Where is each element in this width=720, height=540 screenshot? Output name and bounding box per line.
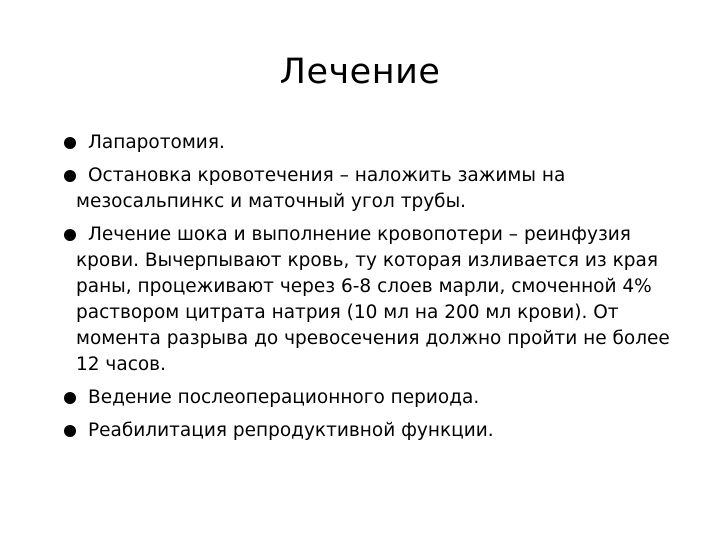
list-item	[34, 130, 694, 156]
bullet-icon	[64, 425, 76, 437]
slide-title: Лечение	[279, 52, 441, 92]
bullet-text: Ведение послеоперационного периода.	[88, 387, 480, 408]
bullet-list	[34, 130, 694, 451]
list-item	[34, 163, 694, 215]
bullet-text: Реабилитация репродуктивной функции.	[88, 420, 494, 441]
list-item	[34, 222, 694, 378]
bullet-text: Лечение шока и выполнение кровопотери – реинфузия крови. Вычерпывают кровь, ту которая изливается из края раны, процеживают через 6-8 слоев марли, смоченной 4% раствором цитрата натрия (10 мл на 200 мл крови). От момента разрыва до чревосечения должно пройти не более 12 часов.	[76, 224, 670, 375]
bullet-icon	[64, 392, 76, 404]
bullet-icon	[64, 137, 76, 149]
bullet-text: Лапаротомия.	[88, 132, 225, 153]
bullet-icon	[64, 170, 76, 182]
list-item	[34, 418, 694, 444]
bullet-text: Остановка кровотечения – наложить зажимы на мезосальпинкс и маточный угол трубы.	[76, 165, 566, 212]
bullet-icon	[64, 229, 76, 241]
list-item	[34, 385, 694, 411]
